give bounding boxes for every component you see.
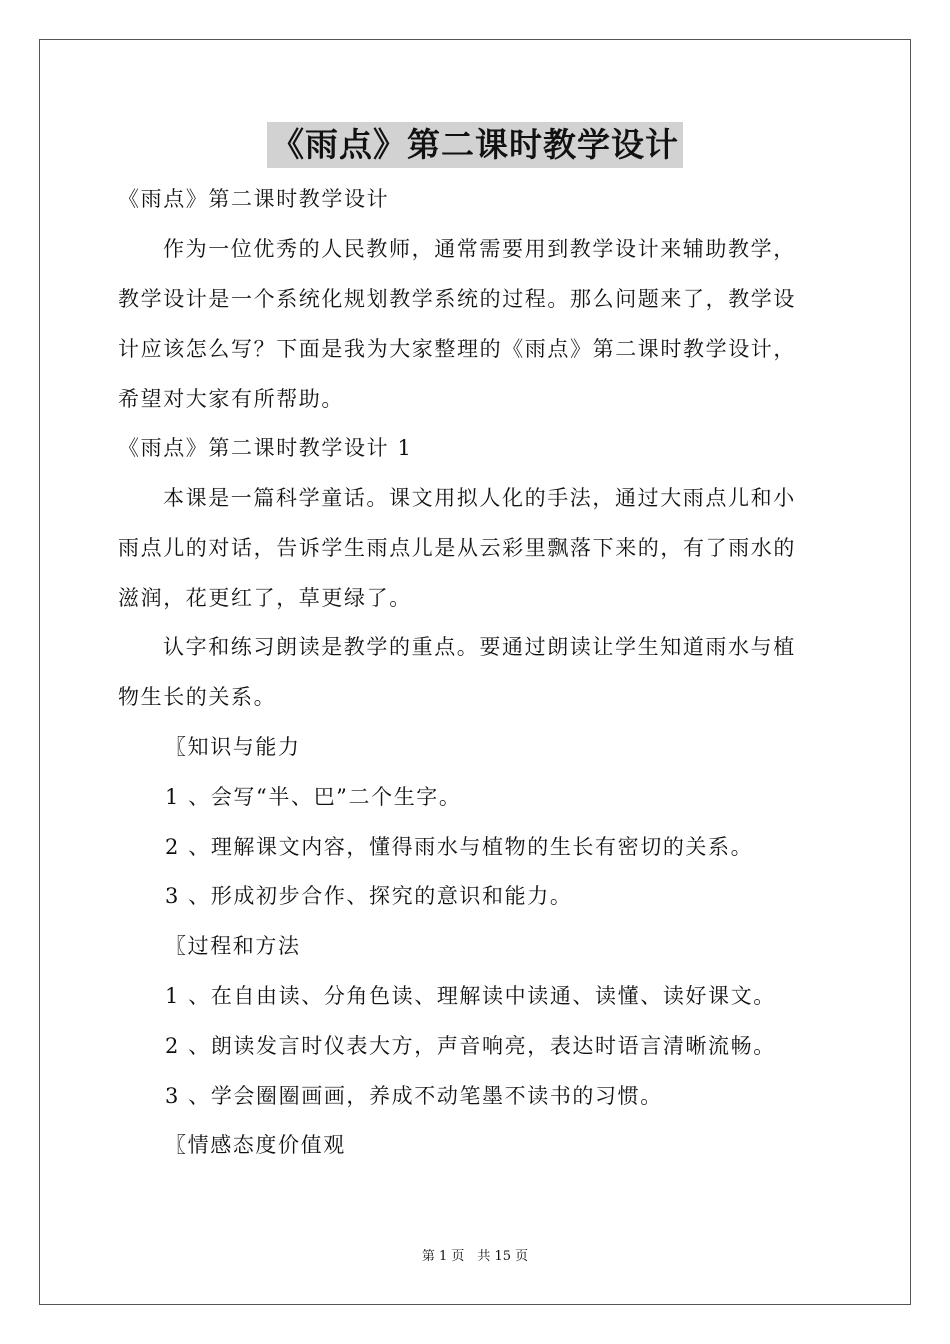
section-heading: 《雨点》第二课时教学设计 1 bbox=[118, 436, 413, 460]
subsection-heading: 〖过程和方法 bbox=[165, 934, 301, 958]
list-item: 2 、理解课文内容，懂得雨水与植物的生长有密切的关系。 bbox=[165, 835, 754, 859]
subtitle-line: 《雨点》第二课时教学设计 bbox=[118, 187, 390, 211]
list-item: 1 、会写“半、巴”二个生字。 bbox=[165, 785, 462, 809]
paragraph-line: 认字和练习朗读是教学的重点。要通过朗读让学生知道雨水与植 bbox=[163, 635, 796, 659]
paragraph-line: 教学设计是一个系统化规划教学系统的过程。那么问题来了，教学设 bbox=[118, 287, 796, 311]
paragraph-line: 希望对大家有所帮助。 bbox=[118, 387, 344, 411]
paragraph-line: 滋润，花更红了，草更绿了。 bbox=[118, 586, 412, 610]
paragraph-line: 计应该怎么写？下面是我为大家整理的《雨点》第二课时教学设计， bbox=[118, 337, 796, 361]
page-border bbox=[39, 39, 911, 1305]
paragraph-line: 作为一位优秀的人民教师，通常需要用到教学设计来辅助教学， bbox=[163, 237, 796, 261]
paragraph-line: 本课是一篇科学童话。课文用拟人化的手法，通过大雨点儿和小 bbox=[163, 486, 796, 510]
document-title: 《雨点》第二课时教学设计 bbox=[267, 122, 683, 168]
list-item: 3 、形成初步合作、探究的意识和能力。 bbox=[165, 884, 573, 908]
list-item: 3 、学会圈圈画画，养成不动笔墨不读书的习惯。 bbox=[165, 1084, 663, 1108]
list-item: 1 、在自由读、分角色读、理解读中读通、读懂、读好课文。 bbox=[165, 984, 776, 1008]
page-footer: 第 1 页 共 15 页 bbox=[421, 1249, 529, 1264]
paragraph-line: 雨点儿的对话，告诉学生雨点儿是从云彩里飘落下来的，有了雨水的 bbox=[118, 536, 796, 560]
subsection-heading: 〖情感态度价值观 bbox=[165, 1133, 346, 1157]
paragraph-line: 物生长的关系。 bbox=[118, 685, 277, 709]
list-item: 2 、朗读发言时仪表大方，声音响亮，表达时语言清晰流畅。 bbox=[165, 1034, 776, 1058]
title-wrap bbox=[0, 122, 950, 168]
subsection-heading: 〖知识与能力 bbox=[165, 735, 301, 759]
